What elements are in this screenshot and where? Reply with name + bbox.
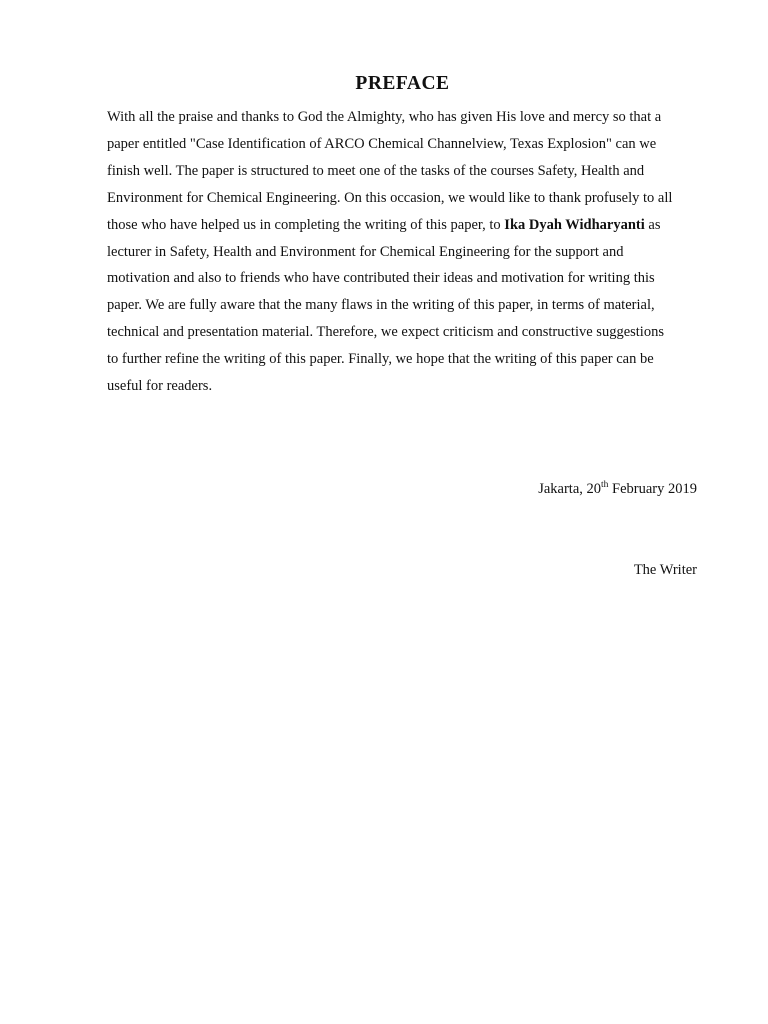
body-line-7: motivation and also to friends who have contributed their ideas and motivation for writing this (107, 270, 655, 287)
place-date-suffix: February 2019 (608, 481, 697, 497)
page-title: PREFACE (355, 73, 450, 94)
body-line-8: paper. We are fully aware that the many flaws in the writing of this paper, in terms of material, (107, 297, 655, 314)
signature: The Writer (633, 562, 697, 578)
body-line-5-before: those who have helped us in completing the writing of this paper, to (107, 216, 505, 233)
body-line-5 (107, 212, 707, 239)
body-line-2: paper entitled "Case Identification of ARCO Chemical Channelview, Texas Explosion" can we (107, 135, 657, 152)
body-line-1: With all the praise and thanks to God the Almighty, who has given His love and mercy so that a (107, 109, 662, 125)
body-line-5-after: as (644, 216, 661, 233)
body-line-4: Environment for Chemical Engineering. On this occasion, we would like to thank profusely to all (107, 189, 673, 206)
preface-body (107, 104, 707, 400)
body-line-6: lecturer in Safety, Health and Environment for Chemical Engineering for the support and (107, 243, 624, 260)
body-line-10: to further refine the writing of this paper. Finally, we hope that the writing of this paper can be (107, 351, 654, 368)
body-line-11: useful for readers. (107, 378, 213, 395)
body-line-3: finish well. The paper is structured to meet one of the tasks of the courses Safety, Health and (107, 162, 645, 179)
date-ordinal-suffix: th (601, 480, 609, 491)
lecturer-name: Ika Dyah Widharyanti (504, 216, 645, 233)
place-date (538, 481, 697, 498)
place-date-prefix: Jakarta, 20 (538, 481, 602, 497)
body-line-9: technical and presentation material. Therefore, we expect criticism and constructive suggestions (107, 324, 664, 341)
